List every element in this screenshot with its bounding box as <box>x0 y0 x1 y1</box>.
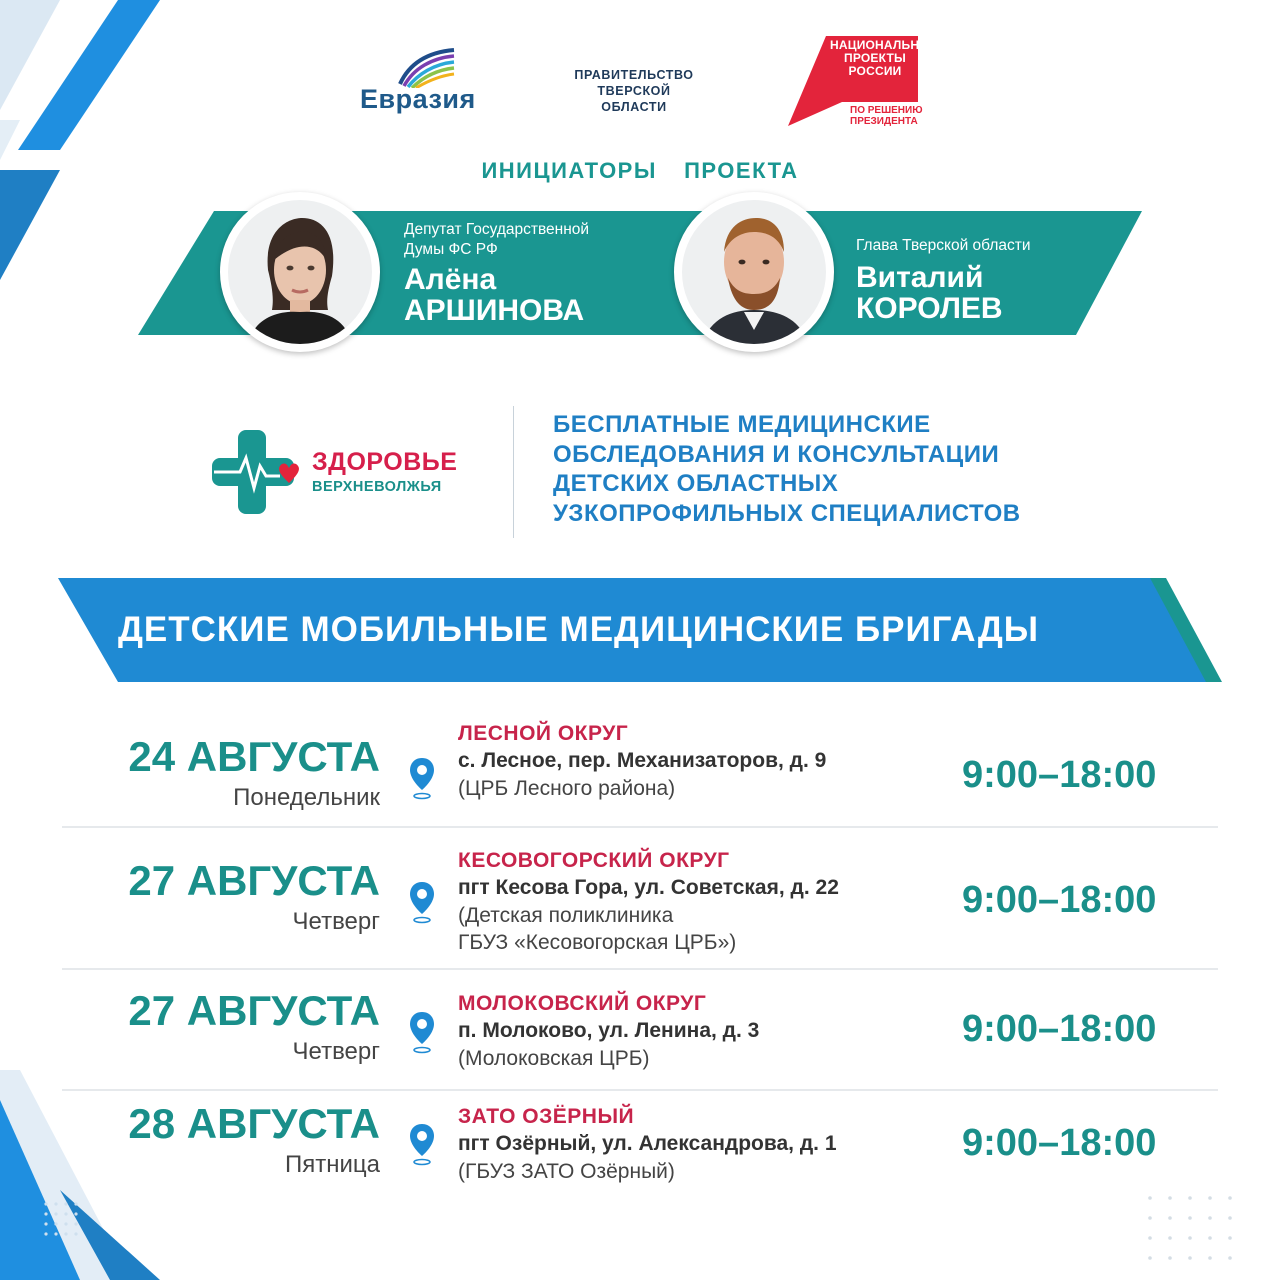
portrait-woman-icon <box>228 200 372 344</box>
schedule-place: ГБУЗ «Кесовогорская ЦРБ») <box>458 931 737 954</box>
np-sub-line-2: ПРЕЗИДЕНТА <box>850 116 918 127</box>
gov-line-3: ОБЛАСТИ <box>601 100 667 114</box>
np-line-1: НАЦИОНАЛЬНЫЕ <box>830 38 940 52</box>
program-headline <box>553 410 1021 528</box>
person-last-name: АРШИНОВА <box>404 294 585 327</box>
initiators-title: ИНИЦИАТОРЫ ПРОЕКТА <box>481 158 799 183</box>
schedule-weekday: Пятница <box>285 1151 380 1178</box>
schedule-location <box>458 720 826 802</box>
person-first-name: Виталий <box>856 261 984 294</box>
program-subtitle: ВЕРХНЕВОЛЖЬЯ <box>312 479 442 495</box>
np-sub-line-1: ПО РЕШЕНИЮ <box>850 105 923 116</box>
row-divider <box>62 1089 1218 1091</box>
schedule-place: (Молоковская ЦРБ) <box>458 1047 650 1070</box>
schedule-district: ЗАТО ОЗЁРНЫЙ <box>458 1105 635 1128</box>
eurasia-logo-text: Евразия <box>360 84 476 114</box>
schedule-district: ЛЕСНОЙ ОКРУГ <box>458 722 629 745</box>
program-title: ЗДОРОВЬЕ <box>312 448 458 476</box>
person-photo-korolev <box>674 192 834 352</box>
schedule-time: 9:00–18:00 <box>962 1008 1157 1050</box>
person-role-line: Глава Тверской области <box>856 237 1031 254</box>
gov-line-1: ПРАВИТЕЛЬСТВО <box>574 68 694 82</box>
national-projects-title <box>830 38 940 78</box>
gov-line-2: ТВЕРСКОЙ <box>597 84 671 98</box>
person-card-korolev <box>856 236 1031 324</box>
section-banner-title: ДЕТСКИЕ МОБИЛЬНЫЕ МЕДИЦИНСКИЕ БРИГАДЫ <box>118 610 1040 649</box>
schedule-address: пгт Озёрный, ул. Александрова, д. 1 <box>458 1132 837 1155</box>
dots-decoration-left <box>44 1202 84 1252</box>
schedule-place: (Детская поликлиника <box>458 904 674 927</box>
location-pin-icon <box>408 756 436 800</box>
national-projects-logo <box>786 34 940 130</box>
schedule-location <box>458 990 759 1072</box>
person-role <box>856 236 1031 256</box>
location-pin-icon <box>408 1010 436 1054</box>
schedule-location <box>458 1103 837 1185</box>
national-projects-subtitle <box>850 105 923 127</box>
person-role-line: Депутат Государственной <box>404 221 590 238</box>
schedule-address: п. Молоково, ул. Ленина, д. 3 <box>458 1019 760 1042</box>
headline-line: ОБСЛЕДОВАНИЯ И КОНСУЛЬТАЦИИ <box>553 440 1000 468</box>
schedule-date: 28 АВГУСТА <box>128 1100 380 1147</box>
schedule-date: 27 АВГУСТА <box>128 987 380 1034</box>
schedule-date: 27 АВГУСТА <box>128 857 380 904</box>
schedule-location <box>458 847 839 956</box>
row-divider <box>62 968 1218 970</box>
schedule-place: (ЦРБ Лесного района) <box>458 777 676 800</box>
schedule-date-block <box>128 734 380 812</box>
schedule-weekday: Понедельник <box>233 784 380 811</box>
headline-line: УЗКОПРОФИЛЬНЫХ СПЕЦИАЛИСТОВ <box>553 499 1021 527</box>
location-pin-icon <box>408 880 436 924</box>
schedule-district: КЕСОВОГОРСКИЙ ОКРУГ <box>458 849 730 872</box>
headline-line: БЕСПЛАТНЫЕ МЕДИЦИНСКИЕ <box>553 411 931 438</box>
row-divider <box>62 826 1218 828</box>
schedule-date-block <box>128 1101 380 1179</box>
schedule-date-block <box>128 988 380 1066</box>
government-logo-text <box>560 67 708 115</box>
person-photo-arshinova <box>220 192 380 352</box>
np-line-2: ПРОЕКТЫ <box>844 51 906 65</box>
schedule-district: МОЛОКОВСКИЙ ОКРУГ <box>458 992 707 1015</box>
schedule-weekday: Четверг <box>292 1038 380 1065</box>
schedule-time: 9:00–18:00 <box>962 879 1157 921</box>
schedule-date-block <box>128 858 380 936</box>
person-role <box>404 220 589 260</box>
schedule-weekday: Четверг <box>292 908 380 935</box>
schedule-address: пгт Кесова Гора, ул. Советская, д. 22 <box>458 876 839 899</box>
portrait-man-icon <box>682 200 826 344</box>
medical-cross-heart-icon <box>210 428 302 518</box>
program-logo-text <box>312 448 457 495</box>
person-role-line: Думы ФС РФ <box>404 241 498 258</box>
schedule-time: 9:00–18:00 <box>962 1122 1157 1164</box>
person-last-name: КОРОЛЕВ <box>856 292 1003 325</box>
schedule-time: 9:00–18:00 <box>962 754 1157 796</box>
person-first-name: Алёна <box>404 263 497 296</box>
headline-line: ДЕТСКИХ ОБЛАСТНЫХ <box>553 470 839 497</box>
np-line-3: РОССИИ <box>848 64 902 78</box>
schedule-address: с. Лесное, пер. Механизаторов, д. 9 <box>458 749 827 772</box>
vertical-divider <box>513 406 514 538</box>
eurasia-swoosh-icon <box>396 44 456 88</box>
schedule-place: (ГБУЗ ЗАТО Озёрный) <box>458 1160 675 1183</box>
person-card-arshinova <box>404 220 589 326</box>
eurasia-logo <box>360 44 490 120</box>
schedule-date: 24 АВГУСТА <box>128 733 380 780</box>
dots-decoration-right <box>1146 1194 1236 1264</box>
location-pin-icon <box>408 1122 436 1166</box>
